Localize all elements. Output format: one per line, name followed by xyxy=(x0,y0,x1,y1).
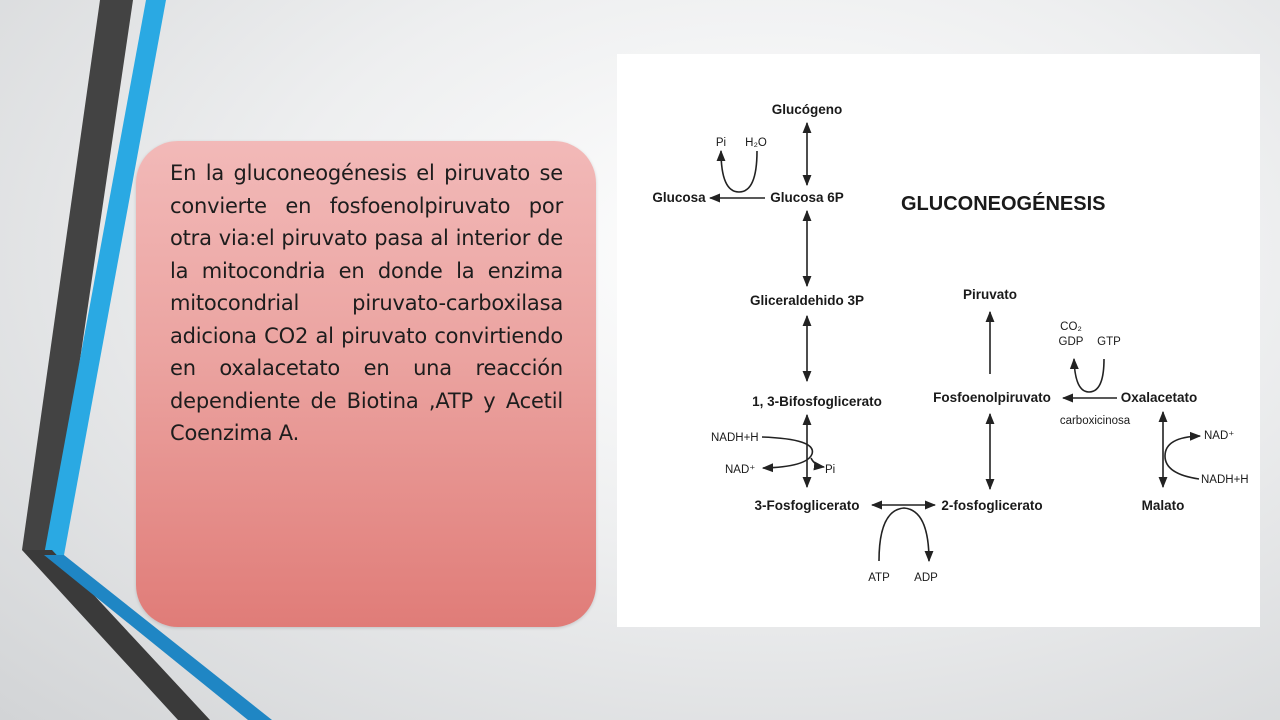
arc-pi-h2o xyxy=(721,151,757,192)
cofactor-nad-left: NAD⁺ xyxy=(725,464,756,476)
gluconeogenesis-diagram xyxy=(617,54,1260,627)
cofactor-pi-top: Pi xyxy=(715,137,727,149)
cofactor-nadh-left: NADH+H xyxy=(711,432,759,444)
cofactor-pi-mid: Pi xyxy=(825,464,836,476)
node-fosfoenolpiruvato: Fosfoenolpiruvato xyxy=(933,390,1051,405)
node-piruvato: Piruvato xyxy=(962,287,1018,302)
cofactor-h2o: H₂O xyxy=(745,137,767,149)
node-3fosfoglicerato: 3-Fosfoglicerato xyxy=(754,498,860,513)
node-2fosfoglicerato: 2-fosfoglicerato xyxy=(941,498,1043,513)
cofactor-gtp: GTP xyxy=(1097,336,1121,348)
cofactor-adp: ADP xyxy=(914,572,938,584)
node-glucosa: Glucosa xyxy=(652,190,706,205)
node-gliceraldehido: Gliceraldehido 3P xyxy=(749,293,865,308)
arc-nadh-nad-right xyxy=(1165,436,1200,479)
arc-atp-adp xyxy=(879,508,929,561)
arrow-to-pi xyxy=(811,458,824,467)
cofactor-nadh-right: NADH+H xyxy=(1201,474,1249,486)
cofactor-nad-right: NAD⁺ xyxy=(1204,430,1235,442)
node-bifosfoglicerato: 1, 3-Bifosfoglicerato xyxy=(752,394,882,409)
explanation-text: En la gluconeogénesis el piruvato se convierte en fosfoenolpiruvato por otra via:el piruvato pasa al interior de la mitocondria en donde la enzima mitocondrial piruvato-carboxilasa adiciona CO2 al piruvato convirtiendo en oxalacetato en una reacción dependiente de Biotina ,ATP y Acetil Coenzima A. xyxy=(170,161,563,445)
arc-nadh-nad xyxy=(762,437,812,468)
enzyme-carboxicinosa: carboxicinosa xyxy=(1059,415,1131,427)
diagram-title: GLUCONEOGÉNESIS xyxy=(901,193,1106,215)
node-malato: Malato xyxy=(1141,498,1185,513)
node-glucosa6p: Glucosa 6P xyxy=(770,190,844,205)
cofactor-atp: ATP xyxy=(868,572,890,584)
arc-gtp-gdp-co2 xyxy=(1074,359,1104,392)
cofactor-co2: CO₂ xyxy=(1060,321,1082,333)
node-oxalacetato: Oxalacetato xyxy=(1120,390,1198,405)
node-glucogeno: Glucógeno xyxy=(771,102,843,117)
cofactor-gdp: GDP xyxy=(1058,336,1084,348)
explanation-box xyxy=(136,141,596,627)
